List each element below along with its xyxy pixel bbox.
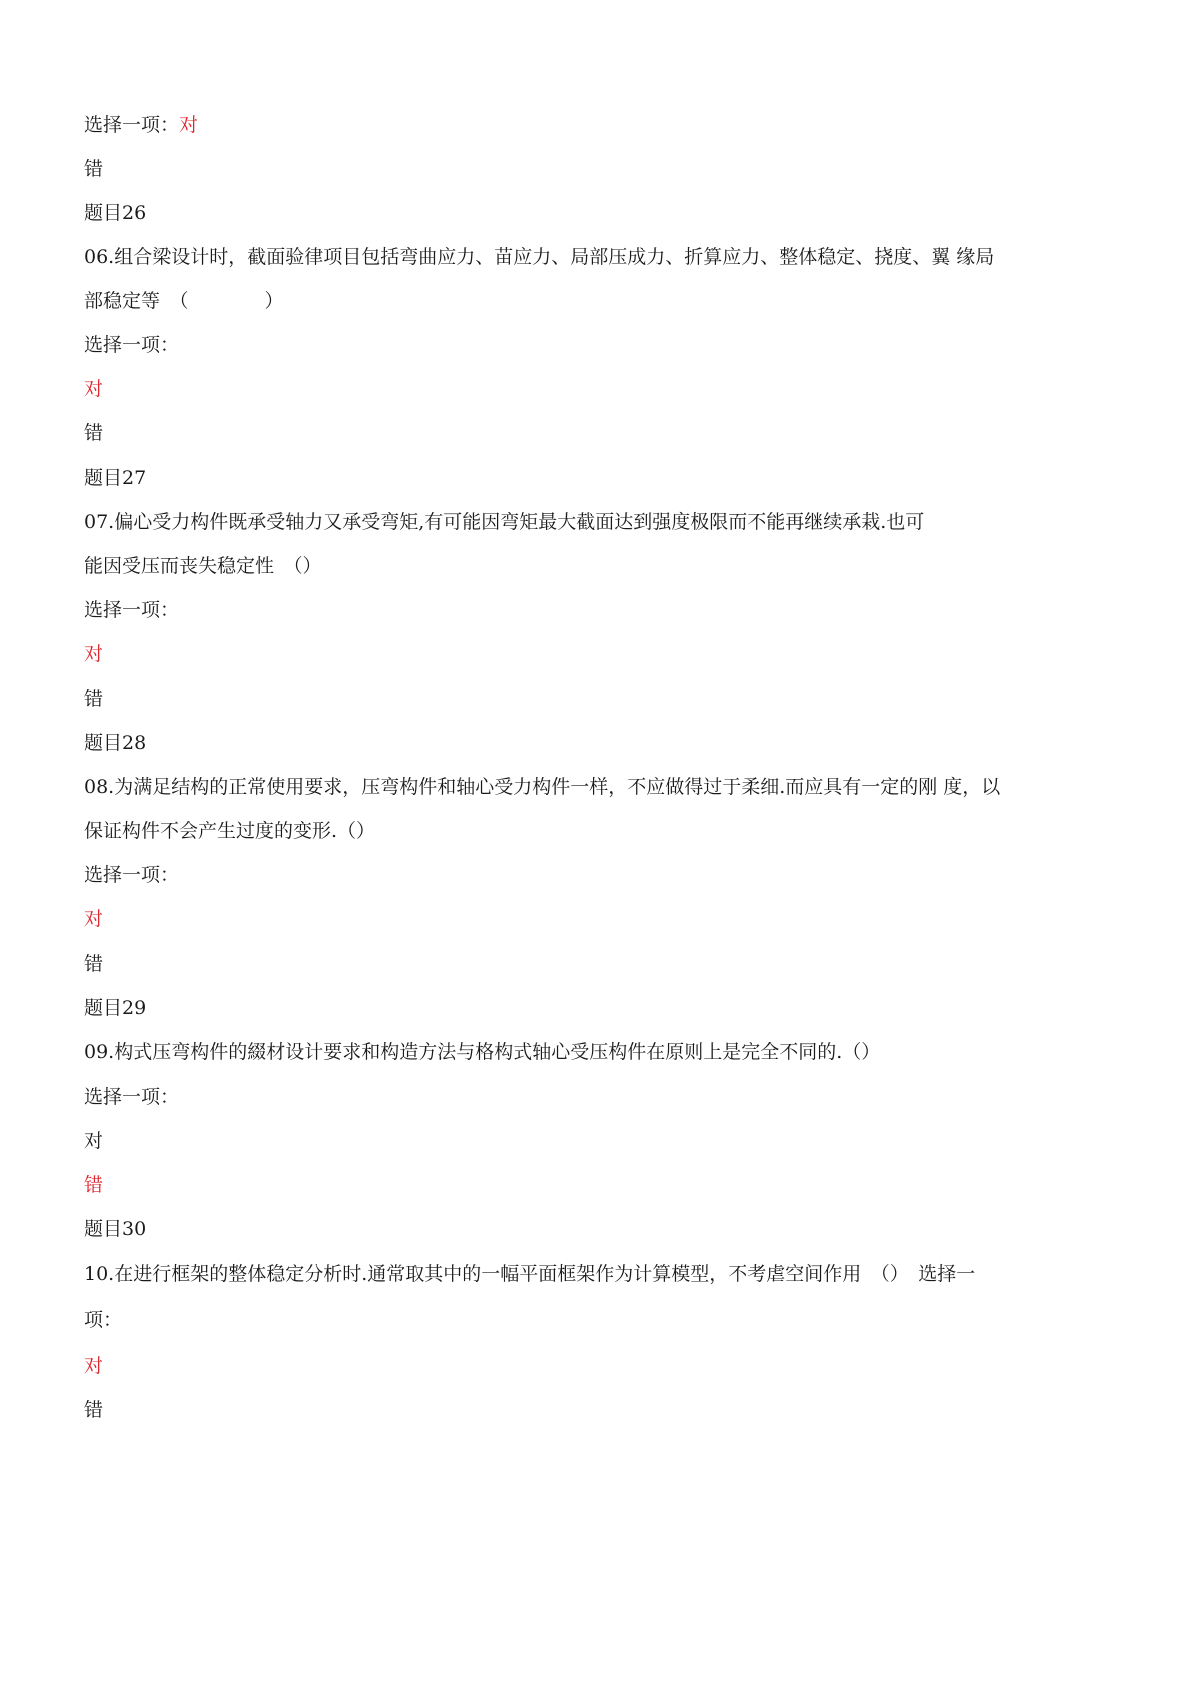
question-text-27-line1: 07.偏心受力构件既承受轴力又承受弯矩,有可能因弯矩最大截面达到强度极限而不能再继续承栽.也可 (84, 511, 925, 533)
selected-option-true[interactable]: 对 (179, 114, 199, 136)
selected-option-true-28[interactable]: 对 (84, 908, 104, 930)
question-title-26: 题目26 (84, 202, 147, 224)
question-title-28: 题目28 (84, 732, 147, 754)
question-text-27-line2: 能因受压而丧失稳定性 （） (84, 555, 322, 577)
question-text-30-line2: 项： (84, 1309, 123, 1331)
selected-option-true-27[interactable]: 对 (84, 643, 104, 665)
question-text-29-line1: 09.构式压弯构件的綴材设计要求和构造方法与格构式轴心受压构件在原则上是完全不同的.（） (84, 1041, 881, 1063)
question-text-26-line2: 部稳定等 （ ） (84, 290, 284, 312)
option-false-26[interactable]: 错 (84, 422, 104, 444)
option-true-29[interactable]: 对 (84, 1130, 104, 1152)
question-text-30-line1: 10.在进行框架的整体稳定分析时.通常取其中的一幅平面框架作为计算模型，不考虐空间作用 （） 选择一 (84, 1263, 976, 1285)
option-false-28[interactable]: 错 (84, 953, 104, 975)
option-false[interactable]: 错 (84, 158, 104, 180)
question-title-30: 题目30 (84, 1218, 147, 1240)
choose-one-prompt-29: 选择一项： (84, 1086, 180, 1108)
selected-option-false-29[interactable]: 错 (84, 1174, 104, 1196)
question-title-27: 题目27 (84, 467, 147, 489)
option-false-30[interactable]: 错 (84, 1399, 104, 1421)
question-text-26-line1: 06.组合梁设计时，截面验律项目包括弯曲应力、苗应力、局部压成力、折算应力、整体稳定、挠度、翼 缘局 (84, 246, 995, 268)
choose-one-prompt-28: 选择一项： (84, 864, 180, 886)
option-false-27[interactable]: 错 (84, 688, 104, 710)
prompt-text: 选择一项： (84, 114, 180, 136)
question-text-28-line1: 08.为满足结构的正常使用要求，压弯构件和轴心受力构件一样，不应做得过于柔细.而应具有一定的刚 度，以 (84, 776, 1001, 798)
selected-option-true-26[interactable]: 对 (84, 378, 104, 400)
question-text-28-line2: 保证构件不会产生过度的变形.（） (84, 820, 376, 842)
choose-one-prompt-27: 选择一项： (84, 599, 180, 621)
question-title-29: 题目29 (84, 997, 147, 1019)
choose-one-prompt-26: 选择一项： (84, 334, 180, 356)
selected-option-true-30[interactable]: 对 (84, 1355, 104, 1377)
answer-line (84, 113, 198, 137)
